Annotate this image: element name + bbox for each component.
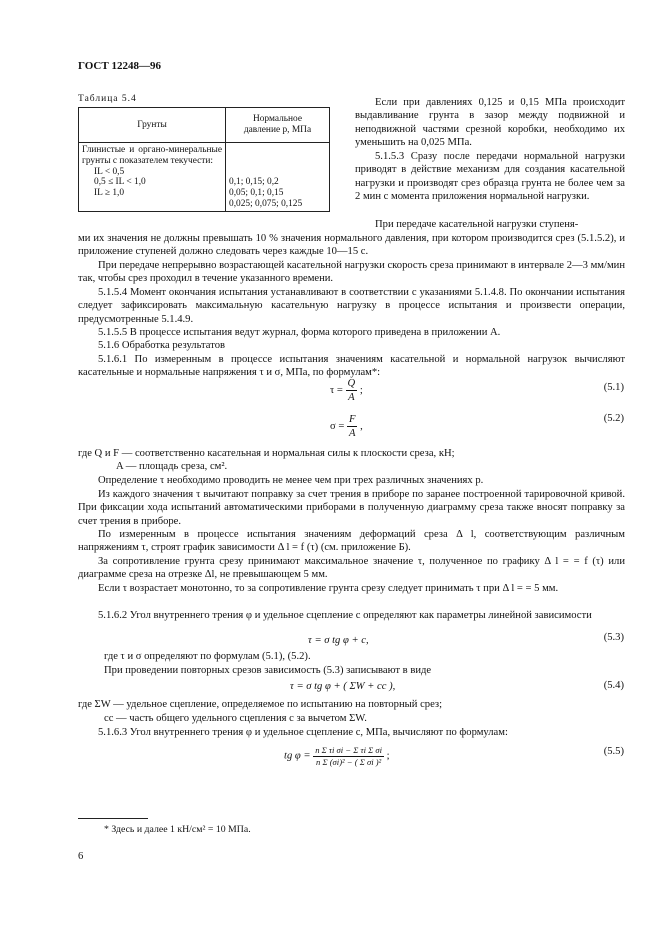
table-val-1: 0,1; 0,15; 0,2 [229, 177, 279, 187]
equation-5-4: τ = σ tg φ + ( ΣW + cc ), [290, 681, 396, 692]
paragraph-5-1-5-5: 5.1.5.5 В процессе испытания ведут журнал, форма которого приведена в приложении А. [98, 327, 501, 338]
table-cond-3: IL ≥ 1,0 [94, 188, 125, 199]
equation-number-5-4: (5.4) [603, 680, 624, 691]
equation-5-3: τ = σ tg φ + c, [308, 635, 369, 646]
paragraph-area: A — площадь среза, см². [116, 461, 228, 472]
equation-number-5-1: (5.1) [603, 382, 624, 393]
paragraph-step-values: ми их значения не должны превышать 10 % значения нормального давления, при котором производится срез (5.1.5.2), и приложение ступеней должно следовать через каждые 10—15 с. [78, 233, 625, 258]
paragraph-shear-resistance: За сопротивление грунта срезу принимают максимальное значение τ, полученное по графику Δ l = = f (τ) или диаграмме среза на отрезке Δl, не превышающем 5 мм. [78, 556, 625, 581]
section-heading-5-1-6: 5.1.6 Обработка результатов [98, 340, 225, 351]
table-cell-pressures [226, 143, 330, 212]
paragraph-5-1-5-4: 5.1.5.4 Момент окончания испытания устанавливают в соответствии с указаниями 5.1.4.8. По окончании испытания следует зафиксировать максимальную касательную нагрузку в процессе испытания и произвести операции, предусмотренные 5.1.4.9. [78, 287, 625, 325]
paragraph-5-1-6-3: 5.1.6.3 Угол внутреннего трения φ и удельное сцепление c, МПа, вычисляют по формулам: [98, 727, 508, 738]
equation-number-5-2: (5.2) [603, 413, 624, 424]
table-val-2: 0,05; 0,1; 0,15 [229, 187, 284, 198]
equation-5-1: τ = $\frac{Q}{A}$ ; [330, 378, 363, 403]
table-cond-2: 0,5 ≤ IL < 1,0 [94, 177, 146, 188]
paragraph-5-1-5-3: 5.1.5.3 Сразу после передачи нормальной нагрузки приводят в действие механизм для создания касательной нагрузки и производят срез образца грунта не более чем за 2 мин с момента приложения нормальной нагрузки. [355, 151, 625, 203]
table-cond-1: IL < 0,5 [94, 166, 125, 177]
page-number: 6 [78, 851, 84, 862]
paragraph-where-q-f: где Q и F — соответственно касательная и нормальная силы к плоскости среза, кН; [78, 448, 455, 459]
equation-5-2: σ = $\frac{F}{A}$ , [330, 414, 363, 439]
table-val-3: 0,025; 0,075; 0,125 [229, 198, 303, 209]
footnote-separator [78, 818, 148, 819]
paragraph-monotonic: Если τ возрастает монотонно, то за сопротивление грунта срезу следует принимать τ при Δ l = = 5 мм. [98, 583, 559, 594]
document-header: ГОСТ 12248—96 [78, 60, 161, 72]
paragraph-5-1-6-1: 5.1.6.1 По измеренным в процессе испытания значениям касательной и нормальной нагрузок вычисляют касательные и нормальные напряжения τ и σ, МПа, по формулам*: [78, 354, 625, 379]
table-5-4 [78, 107, 330, 212]
paragraph-continuous-loading: При передаче непрерывно возрастающей касательной нагрузки скорость среза принимают в интервале 2—3 мм/мин так, чтобы срез проходил в течение указанного времени. [78, 260, 625, 285]
table-cell-soil-type: Глинистые и органо-минеральные грунты с показателем текучести: IL < 0,5 0,5 ≤ IL < 1,0 IL ≥ 1,0 [79, 143, 226, 212]
paragraph-where-sigma-w: где ΣW — удельное сцепление, определяемое по испытанию на повторный срез; [78, 699, 443, 710]
equation-number-5-3: (5.3) [603, 632, 624, 643]
equation-number-5-5: (5.5) [603, 746, 624, 757]
paragraph-where-tau-sigma: где τ и σ определяют по формулам (5.1), (5.2). [104, 651, 311, 662]
table-header-soils: Грунты [79, 108, 226, 143]
paragraph-stepwise-loading: При передаче касательной нагрузки ступеня- [375, 219, 579, 230]
table-caption: Таблица 5.4 [78, 94, 137, 104]
paragraph-friction-correction: Из каждого значения τ вычитают поправку за счет трения в приборе по заранее построенной тарировочной кривой. При фиксации хода испытаний автоматическими приборами в полученную диаграмму среза также вносят поправку за счет трения в приборе. [78, 489, 625, 527]
paragraph-5-1-6-2: 5.1.6.2 Угол внутреннего трения φ и удельное сцепление c определяют как параметры линейной зависимости [98, 610, 592, 621]
footnote: * Здесь и далее 1 кН/см² = 10 МПа. [104, 824, 251, 835]
paragraph-repeated-shear: При проведении повторных срезов зависимость (5.3) записывают в виде [104, 665, 432, 676]
paragraph-determination: Определение τ необходимо проводить не менее чем при трех различных значениях p. [98, 475, 484, 486]
paragraph-cc: cc — часть общего удельного сцепления c за вычетом ΣW. [104, 713, 367, 724]
paragraph-pressure-extrusion: Если при давлениях 0,125 и 0,15 МПа происходит выдавливание грунта в зазор между подвижной и неподвижной частями срезной коробки, необходимо их уменьшить на 0,025 МПа. [355, 97, 625, 149]
equation-5-5: tg φ = $\frac{\text{n Σ τi σi − Σ τi Σ σi}}{\text{n Σ (σi)² − ( Σ σi )²}}$ ; [284, 745, 390, 767]
table-header-pressure: Нормальное давление р, МПа [226, 108, 330, 143]
paragraph-deformation-graph: По измеренным в процессе испытания значениям деформаций среза Δ l, соответствующим различным напряжениям τ, строят график зависимости Δ l = f (τ) (см. приложение Б). [78, 529, 625, 554]
